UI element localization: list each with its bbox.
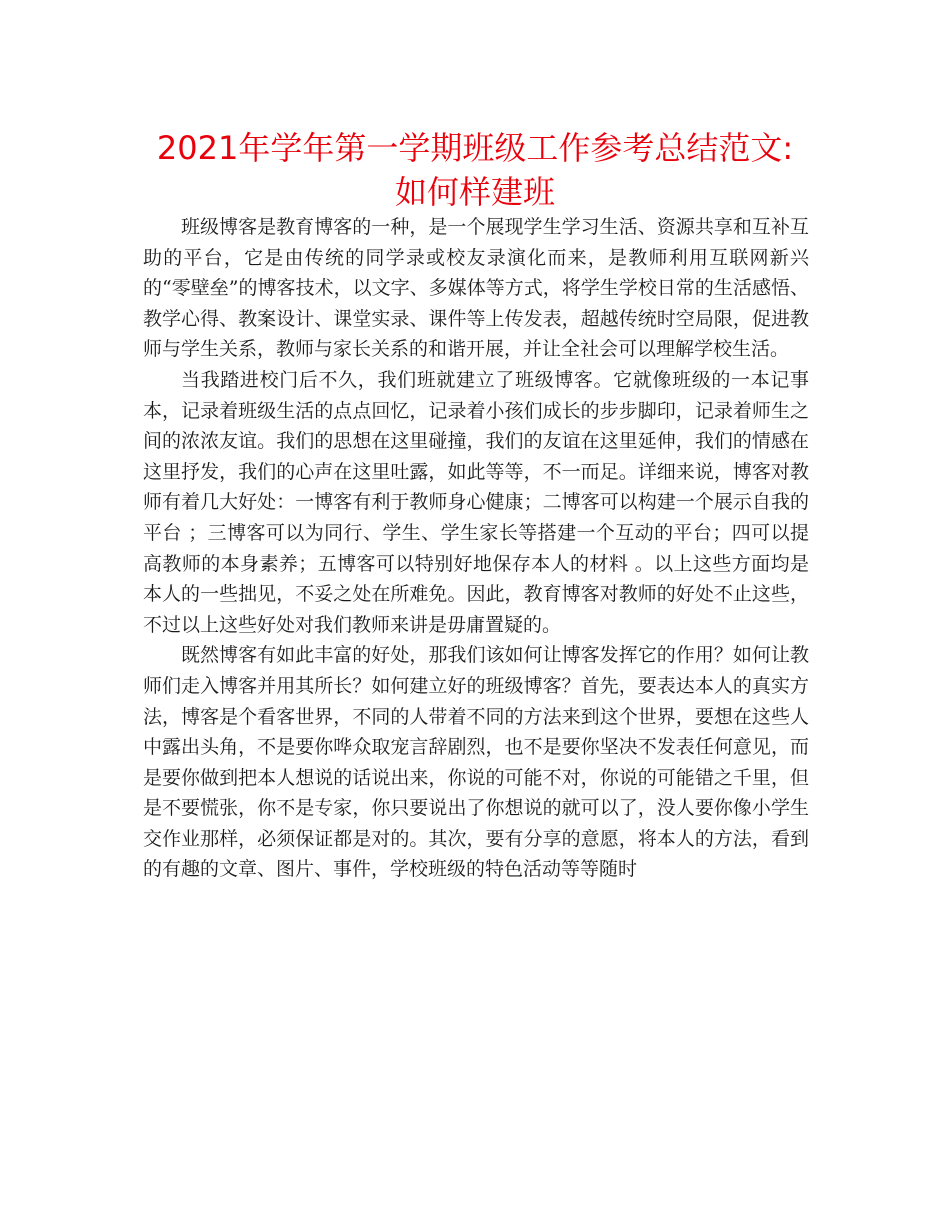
document-title-line-1: 2021年学年第一学期班级工作参考总结范文:	[156, 129, 794, 167]
paragraph-3: 既然博客有如此丰富的好处，那我们该如何让博客发挥它的作用？如何让教师们走入博客并用其所长？如何建立好的班级博客？首先，要表达本人的真实方法，博客是个看客世界，不同的人带着不同的方法来到这个世界，要想在这些人中露出头角，不是要你哗众取宠言辞剧烈，也不是要你坚决不发表任何意见，而是要你做到把本人想说的话说出来，你说的可能不对，你说的可能错之千里，但是不要慌张，你不是专家，你只要说出了你想说的就可以了，没人要你像小学生交作业那样，必须保证都是对的。其次，要有分享的意愿，将本人的方法，看到的有趣的文章、图片、事件，学校班级的特色活动等等随时	[143, 644, 809, 881]
paragraph-1: 班级博客是教育博客的一种，是一个展现学生学习生活、资源共享和互补互助的平台，它是由传统的同学录或校友录演化而来，是教师利用互联网新兴的“零壁垒”的博客技术，以文字、多媒体等方式，将学生学校日常的生活感悟、教学心得、教案设计、课堂实录、课件等上传发表，超越传统时空局限，促进教师与学生关系，教师与家长关系的和谐开展，并让全社会可以理解学校生活。	[143, 216, 809, 361]
document-body	[143, 212, 809, 885]
document-title-line-2: 如何样建班	[394, 173, 555, 211]
paragraph-2: 当我踏进校门后不久，我们班就建立了班级博客。它就像班级的一本记事本，记录着班级生活的点点回忆，记录着小孩们成长的步步脚印，记录着师生之间的浓浓友谊。我们的思想在这里碰撞，我们的友谊在这里延伸，我们的情感在这里抒发，我们的心声在这里吐露，如此等等，不一而足。详细来说，博客对教师有着几大好处：一博客有利于教师身心健康；二博客可以构建一个展示自我的平台 ；三博客可以为同行、学生、学生家长等搭建一个互动的平台；四可以提高教师的本身素养；五博客可以特别好地保存本人的材料 。以上这些方面均是本人的一些拙见，不妥之处在所难免。因此，教育博客对教师的好处不止这些，不过以上这些好处对我们教师来讲是毋庸置疑的。	[143, 368, 809, 636]
